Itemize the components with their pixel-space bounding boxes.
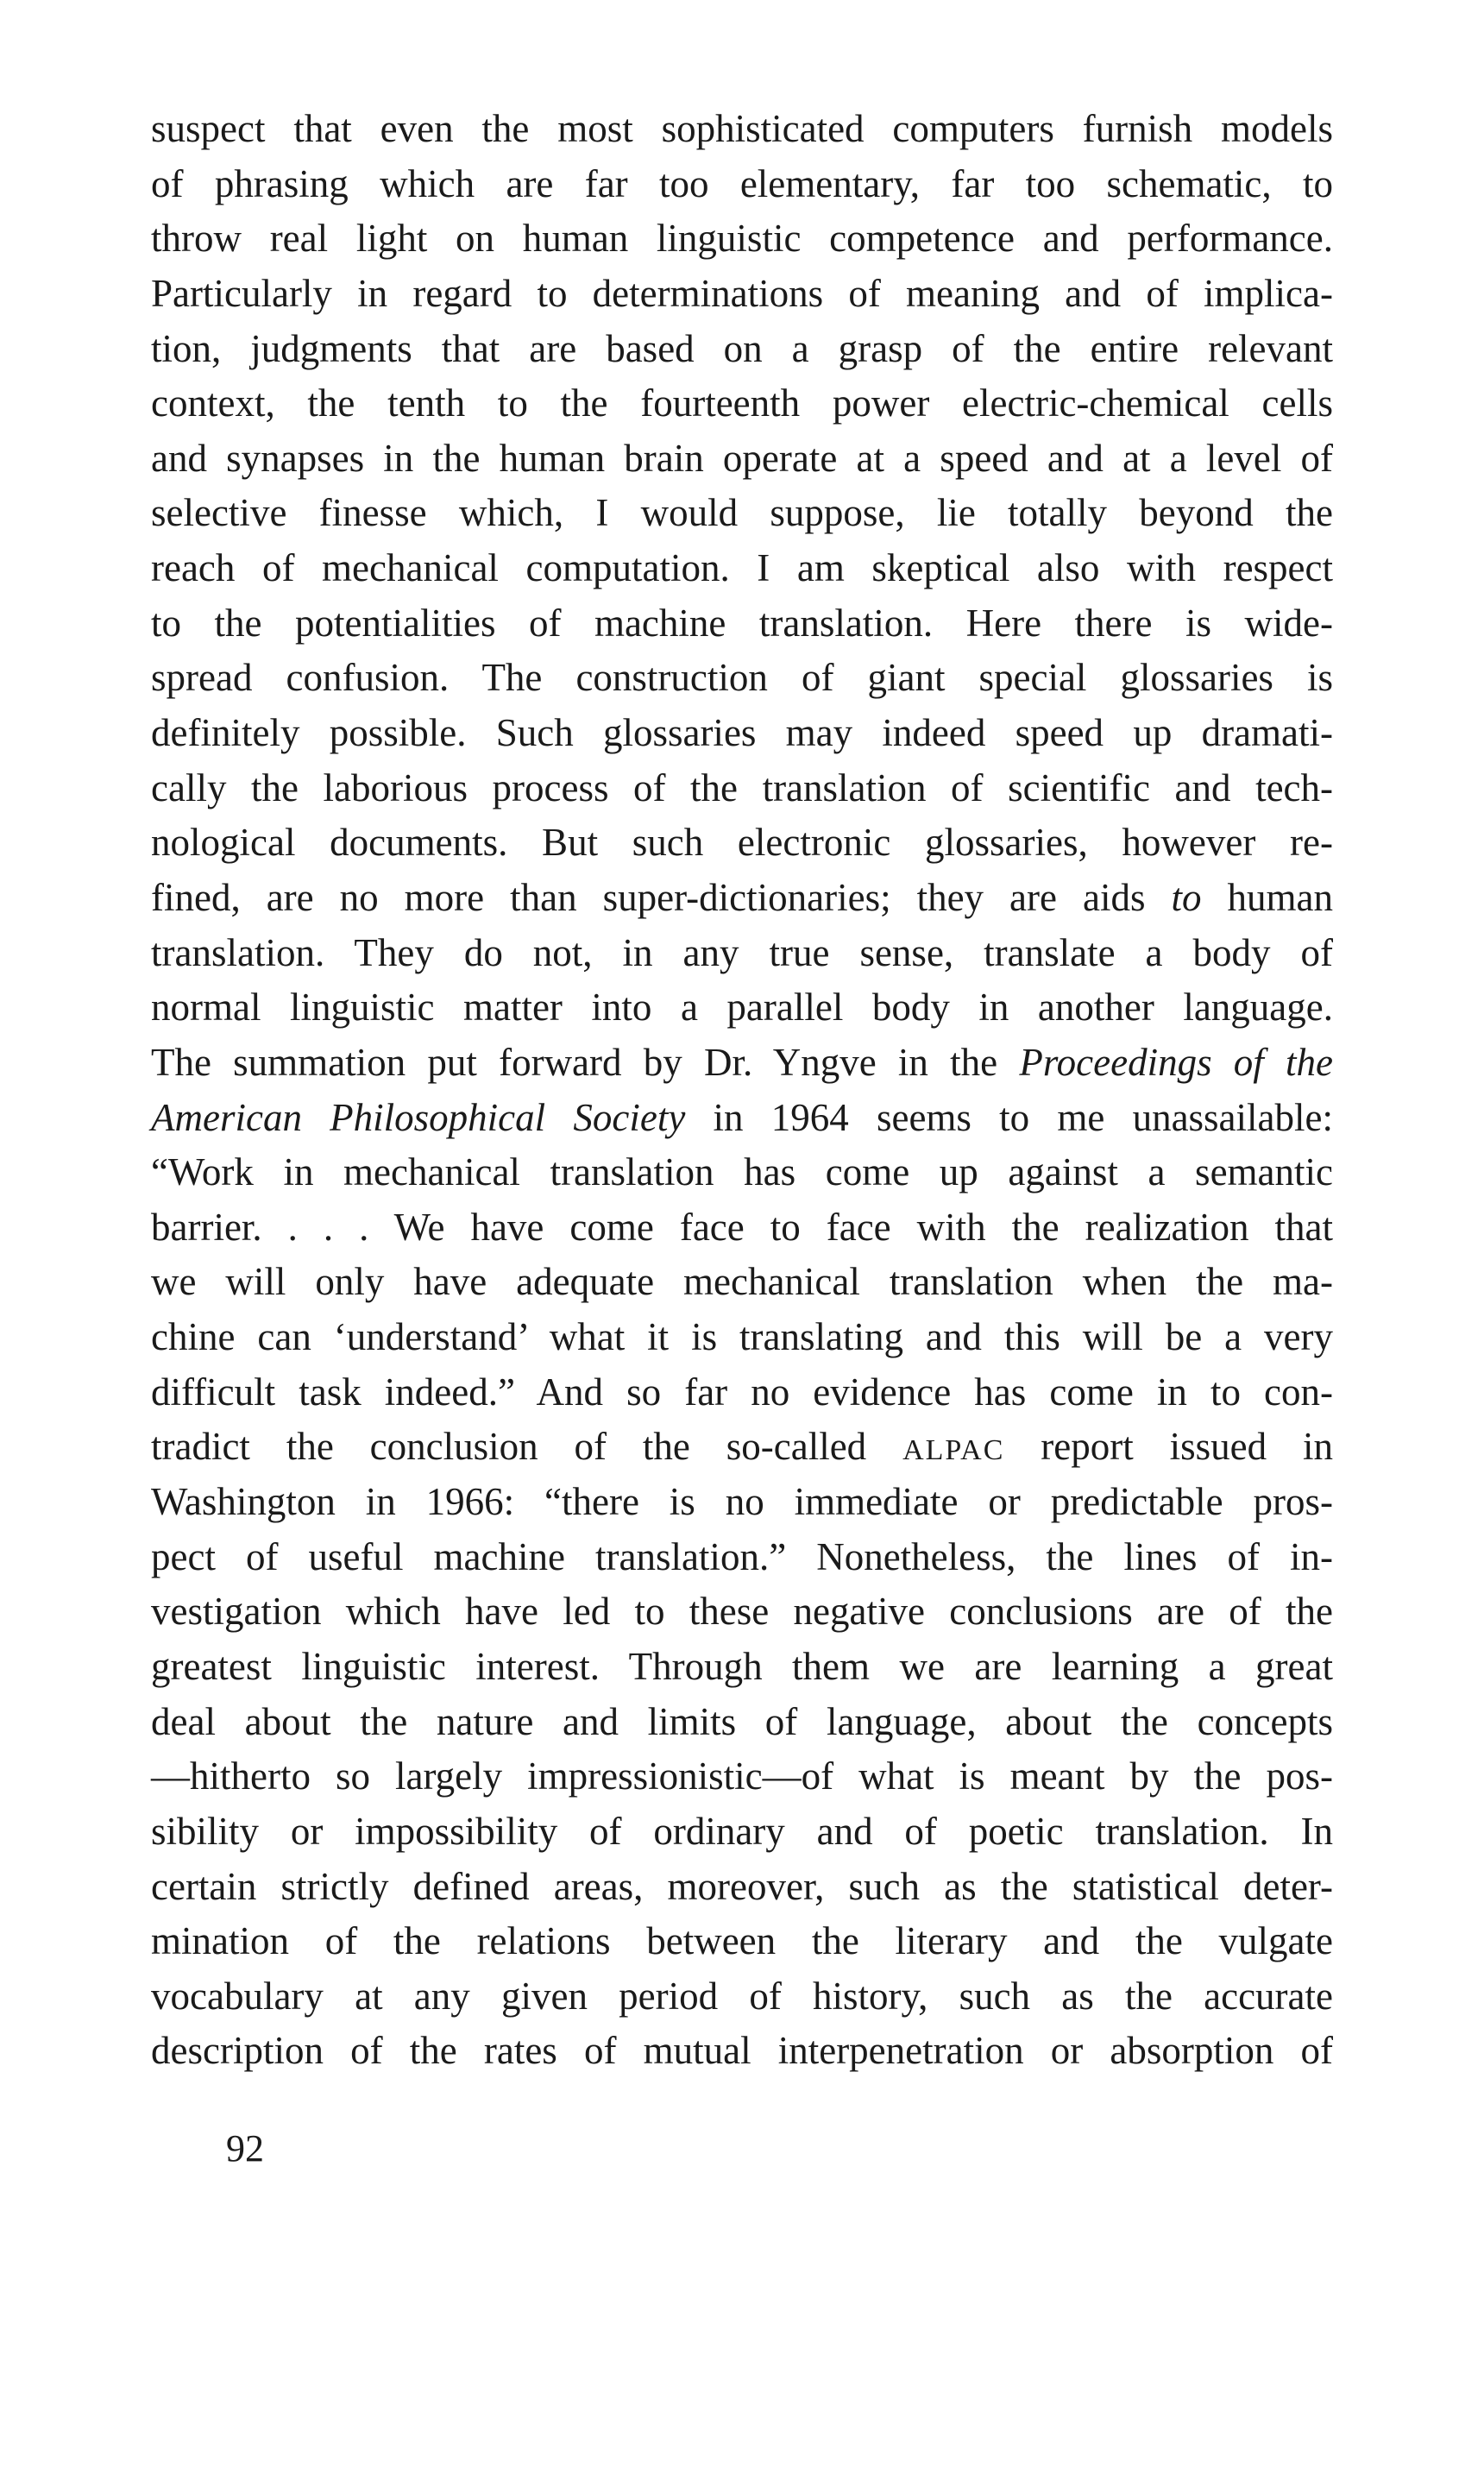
text-line [151,1969,1333,2025]
text-segment: Washington in 1966: “there is no immediate or predictable pros- [151,1480,1333,1524]
italic-text: American Philosophical Society [151,1095,686,1139]
text-segment: mination of the relations between the literary and the vulgate [151,1919,1333,1963]
text-line [151,486,1333,541]
text-segment: Particularly in regard to determinations of meaning and of implica- [151,271,1333,315]
text-segment: vestigation which have led to these negative conclusions are of the [151,1590,1333,1634]
text-segment: nological documents. But such electronic glossaries, however re- [151,821,1333,865]
text-segment: —hitherto so largely impressionistic—of what is meant by the pos- [151,1754,1333,1798]
text-line [151,102,1333,157]
text-line [151,1530,1333,1585]
text-line [151,1365,1333,1420]
text-segment: fined, are no more than super-dictionaries; they are aids [151,875,1172,919]
italic-text: Proceedings of the [1019,1040,1333,1084]
text-line [151,980,1333,1036]
text-line [151,816,1333,871]
text-line [151,706,1333,761]
text-line [151,1805,1333,1860]
text-line [151,1640,1333,1695]
text-line [151,1200,1333,1256]
text-segment: translation. They do not, in any true sense, translate a body of [151,930,1333,974]
text-line [151,431,1333,487]
italic-text: to [1171,875,1202,919]
text-segment: human [1201,875,1333,919]
text-segment: barrier. . . . We have come face to face with the realization that [151,1205,1333,1249]
body-text [151,102,1333,2079]
text-line [151,596,1333,652]
text-segment: deal about the nature and limits of language, about the concepts [151,1699,1333,1743]
text-segment: vocabulary at any given period of history, such as the accurate [151,1974,1333,2018]
text-line [151,1475,1333,1530]
text-line [151,322,1333,377]
text-segment: chine can ‘understand’ what it is translating and this will be a very [151,1315,1333,1359]
text-line [151,1749,1333,1805]
text-segment: in 1964 seems to me unassailable: [685,1095,1333,1139]
text-segment: selective finesse which, I would suppose, lie totally beyond the [151,491,1333,535]
text-segment: we will only have adequate mechanical translation when the ma- [151,1260,1333,1304]
page-number: 92 [226,2127,264,2170]
text-line [151,541,1333,596]
text-line [151,1914,1333,1969]
text-segment: tradict the conclusion of the so-called [151,1425,903,1469]
text-line [151,1255,1333,1310]
text-segment: sibility or impossibility of ordinary and of poetic translation. In [151,1809,1333,1853]
text-segment: to the potentialities of machine translation. Here there is wide- [151,601,1333,645]
text-segment: throw real light on human linguistic competence and performance. [151,217,1333,261]
text-line [151,1584,1333,1640]
text-segment: description of the rates of mutual interpenetration or absorption of [151,2029,1333,2073]
text-segment: context, the tenth to the fourteenth power electric-chemical cells [151,381,1333,425]
text-segment: reach of mechanical computation. I am skeptical also with respect [151,546,1333,590]
text-segment: certain strictly defined areas, moreover, such as the statistical deter- [151,1864,1333,1908]
text-segment: cally the laborious process of the translation of scientific and tech- [151,765,1333,809]
text-segment: spread confusion. The construction of giant special glossaries is [151,656,1333,700]
text-line [151,926,1333,981]
text-line [151,1036,1333,1091]
text-segment: The summation put forward by Dr. Yngve in the [151,1040,1020,1084]
text-segment: of phrasing which are far too elementary, far too schematic, to [151,161,1333,205]
text-line [151,1145,1333,1200]
text-line [151,1695,1333,1750]
text-segment: and synapses in the human brain operate at a speed and at a level of [151,436,1333,480]
text-line [151,871,1333,926]
text-segment: greatest linguistic interest. Through them we are learning a great [151,1644,1333,1688]
small-caps-text: ALPAC [902,1434,1005,1467]
text-line [151,1420,1333,1475]
text-line [151,2024,1333,2079]
text-segment: definitely possible. Such glossaries may indeed speed up dramati- [151,711,1333,755]
text-line [151,376,1333,431]
text-line [151,267,1333,322]
text-segment: suspect that even the most sophisticated computers furnish models [151,107,1333,150]
text-line [151,211,1333,267]
text-segment: normal linguistic matter into a parallel body in another language. [151,986,1333,1030]
text-segment: “Work in mechanical translation has come up against a semantic [151,1150,1333,1194]
text-line [151,1091,1333,1146]
text-line [151,157,1333,212]
text-segment: tion, judgments that are based on a grasp of the entire relevant [151,326,1333,370]
text-line [151,1860,1333,1915]
text-segment: pect of useful machine translation.” Nonetheless, the lines of in- [151,1534,1333,1578]
text-line [151,1310,1333,1365]
text-line [151,651,1333,706]
text-segment: difficult task indeed.” And so far no evidence has come in to con- [151,1370,1333,1414]
text-line [151,761,1333,816]
text-segment: report issued in [1004,1425,1334,1469]
